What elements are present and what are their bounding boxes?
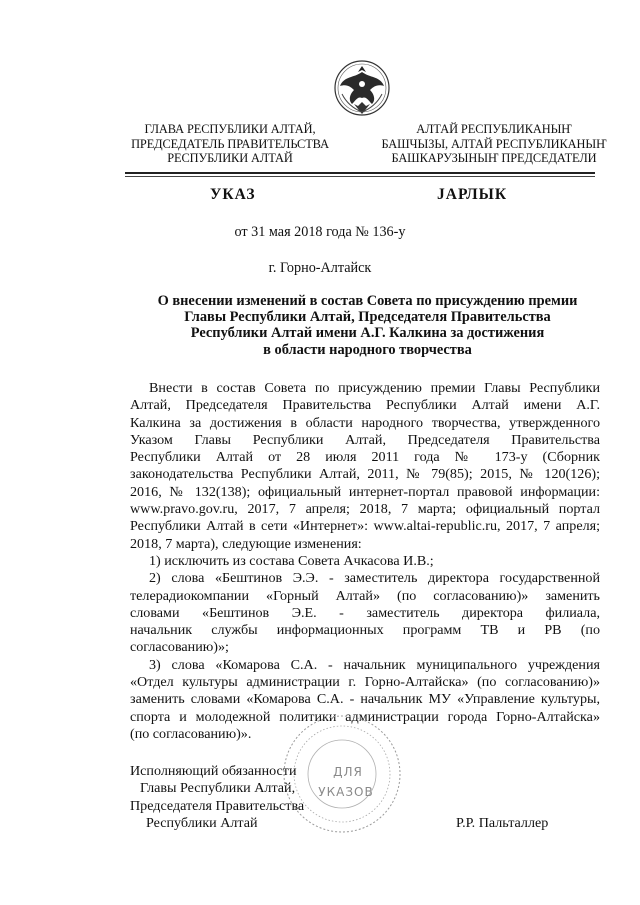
body-line: (по согласованию)». [130, 725, 252, 742]
doc-type-altai: ЈАРЛЫК [437, 186, 508, 203]
header-right-line: АЛТАЙ РЕСПУБЛИКАНЫҤ [416, 122, 572, 136]
body-line: www.pravo.gov.ru, 2017, 7 апреля; 2018, 7 марта; официальный портал [130, 501, 600, 518]
header-left-line: РЕСПУБЛИКИ АЛТАЙ [167, 151, 293, 165]
signatory-position-line: Исполняющий обязанности [130, 763, 297, 779]
stamp-text-line2: УКАЗОВ [318, 785, 374, 799]
document-city: г. Горно-Алтайск [268, 260, 372, 276]
document-date: от 31 мая 2018 года № 136-у [234, 224, 406, 240]
body-line: Алтай, Председателя Правительства Республики Алтай имени А.Г. [130, 397, 600, 414]
body-line: Внести в состав Совета по присуждению премии Главы Республики [149, 380, 600, 396]
header-left-line: ПРЕДСЕДАТЕЛЬ ПРАВИТЕЛЬСТВА [131, 136, 329, 151]
body-item-1: 1) исключить из состава Совета Ачкасова И.В.; [149, 552, 434, 569]
doc-type-russian: УКАЗ [210, 186, 256, 203]
signatory-position-line: Главы Республики Алтай, [140, 780, 296, 797]
body-line: заменить словами «Комарова С.А. - начальник МУ «Управление культуры, [130, 691, 600, 708]
body-line: спорта и молодежной политики администрации города Горно-Алтайска» [130, 708, 600, 725]
signatory-position-line: Республики Алтай [146, 814, 258, 831]
header-left-block [110, 122, 350, 166]
body-line: Калкина за достижения в области народного творчества, утвержденного [130, 414, 600, 431]
body-line: «Отдел культуры администрации г. Горно-Алтайска» (по согласованию)» [130, 674, 600, 691]
title-line: О внесении изменений в состав Совета по присуждению премии [157, 293, 578, 309]
document-body [130, 380, 600, 743]
stamp-text-line1: ДЛЯ [333, 765, 363, 779]
body-line: Указом Главы Республики Алтай, Председателя Правительства [130, 431, 600, 448]
header-left-line: ГЛАВА РЕСПУБЛИКИ АЛТАЙ, [144, 122, 316, 136]
body-line: телерадиокомпании «Горный Алтай» (по согласованию)» заменить [130, 587, 600, 604]
document-title [130, 293, 605, 358]
body-line: начальник службы информационных программ ТВ и РВ (по [130, 622, 600, 639]
body-line: 2018, 7 марта), следующие изменения: [130, 535, 362, 552]
signatory-name: Р.Р. Пальталлер [456, 815, 549, 831]
body-item-3: 3) слова «Комарова С.А. - начальник муниципального учреждения [149, 656, 600, 673]
header-divider-thin [125, 176, 595, 177]
body-line: законодательства Республики Алтай, 2011, № 79(85); 2015, № 120(126); [130, 466, 600, 483]
header-divider-thick [125, 172, 595, 174]
signatory-position-line: Председателя Правительства [130, 797, 305, 814]
body-line: Республики Алтай от 28 июля 2011 года № 173-у (Сборник [130, 449, 600, 466]
header-right-line: БАШЧЫЗЫ, АЛТАЙ РЕСПУБЛИКАНЫҤ [381, 136, 607, 151]
body-item-2: 2) слова «Бештинов Э.Э. - заместитель директора государственной [149, 570, 600, 587]
title-line: в области народного творчества [263, 341, 472, 358]
title-line: Главы Республики Алтай, Председателя Правительства [184, 309, 551, 326]
body-line: согласованию)»; [130, 639, 229, 656]
body-line: словами «Бештинов Э.Е. - заместитель директора филиала, [130, 604, 600, 621]
body-line: 2016, № 132(138); официальный интернет-портал правовой информации: [130, 483, 600, 500]
header-right-line: БАШКАРУЗЫНЫҤ ПРЕДСЕДАТЕЛИ [391, 151, 597, 165]
title-line: Республики Алтай имени А.Г. Калкина за достижения [190, 325, 545, 342]
body-line: Республики Алтай в сети «Интернет»: www.altai-republic.ru, 2017, 7 апреля; [130, 518, 600, 535]
header-right-block [374, 122, 614, 166]
coat-of-arms-icon [332, 58, 392, 122]
signatory-position [130, 763, 304, 832]
